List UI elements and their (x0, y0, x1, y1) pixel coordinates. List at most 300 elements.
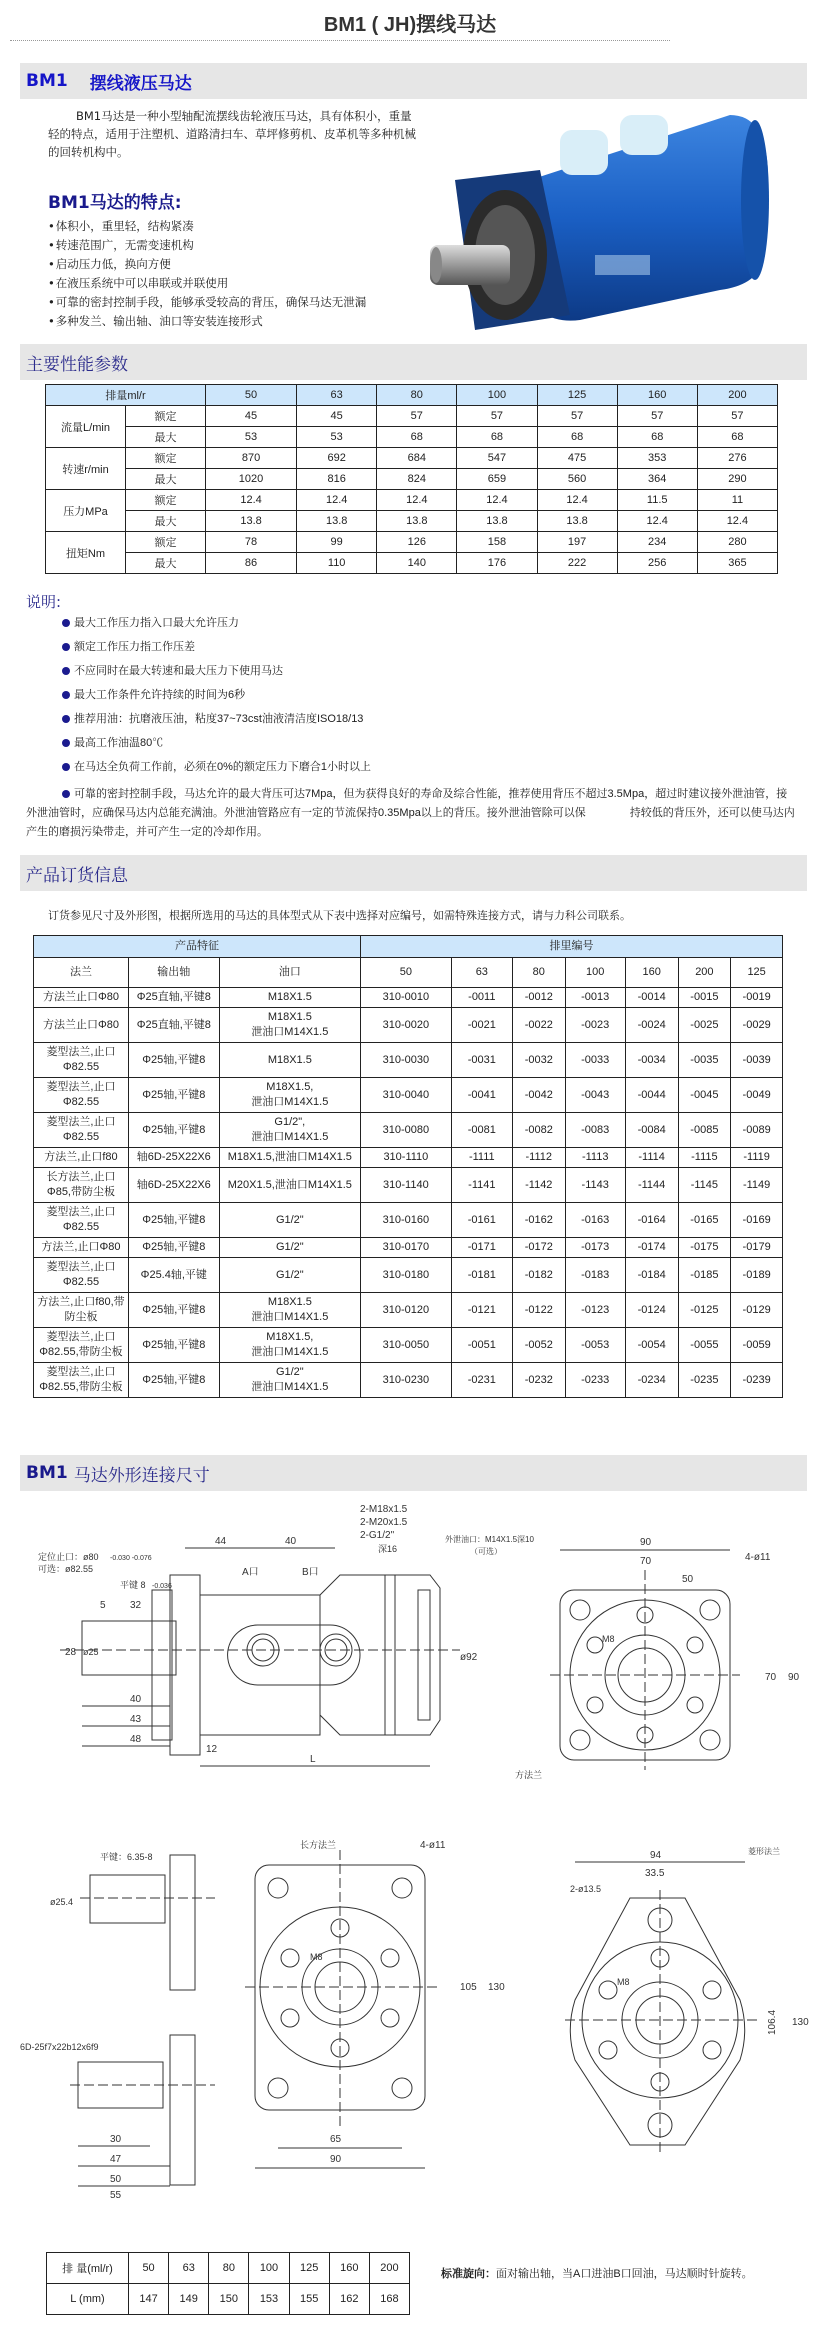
perf-cell: 560 (537, 469, 617, 490)
order-cell: -0169 (731, 1203, 783, 1238)
length-value: 149 (169, 2284, 209, 2315)
order-cell: 菱型法兰,止口 Φ82.55 (34, 1078, 129, 1113)
port-thread-1: 2-M18x1.5 (360, 1504, 408, 1515)
perf-cell: 68 (697, 427, 777, 448)
holes-2-13-5: 2-ø13.5 (570, 1884, 602, 1894)
dim-12: 12 (206, 1744, 218, 1755)
dim-32: 32 (130, 1600, 142, 1611)
order-col-header: 125 (731, 958, 783, 988)
note-text: 最高工作油温80℃ (74, 737, 164, 749)
feature-item: • 可靠的密封控制手段，能够承受较高的背压，确保马达无泄漏 (48, 293, 366, 312)
perf-sub-label: 额定 (126, 532, 206, 553)
order-cell: 菱型法兰,止口 Φ82.55 (34, 1203, 129, 1238)
perf-cell: 12.4 (697, 511, 777, 532)
order-cell: M18X1.5 (219, 1043, 360, 1078)
table-row (34, 1203, 783, 1238)
order-cell: -0011 (451, 988, 512, 1008)
order-cell: -0013 (565, 988, 625, 1008)
table-row (46, 511, 778, 532)
bullet-icon (62, 790, 70, 798)
m8-rect: M8 (310, 1952, 323, 1962)
order-col-header: 输出轴 (128, 958, 219, 988)
perf-cell: 78 (206, 532, 297, 553)
rect-flange-label: 长方法兰 (300, 1840, 337, 1850)
order-cell: Φ25直轴,平键8 (128, 1008, 219, 1043)
dimensions-title: 马达外形连接尺寸 (73, 1465, 210, 1486)
title-divider (10, 40, 670, 41)
order-cell: G1/2" (219, 1258, 360, 1293)
order-cell: M20X1.5,泄油口M14X1.5 (219, 1168, 360, 1203)
order-cell: -0122 (512, 1293, 565, 1328)
perf-cell: 176 (457, 553, 537, 574)
perf-header-label: 排量ml/r (46, 385, 206, 406)
order-cell: -0129 (731, 1293, 783, 1328)
order-cell: 310-0030 (361, 1043, 452, 1078)
note-item (62, 755, 371, 779)
perf-cell: 816 (297, 469, 377, 490)
perf-cell: 547 (457, 448, 537, 469)
order-cell: -0161 (451, 1203, 512, 1238)
perf-cell: 197 (537, 532, 617, 553)
order-cell: G1/2" (219, 1203, 360, 1238)
order-cell: 310-1110 (361, 1148, 452, 1168)
dim-90-top: 90 (640, 1537, 652, 1548)
order-cell: -0165 (678, 1203, 731, 1238)
note-long (26, 785, 796, 842)
dim-5: 5 (100, 1600, 106, 1611)
table-row (34, 1328, 783, 1363)
bullet-icon (62, 643, 70, 651)
perf-cell: 68 (377, 427, 457, 448)
rotation-text: 面对输出轴，当A口进油B口回油，马达顺时针旋转。 (496, 2268, 753, 2280)
order-cell: -0089 (731, 1113, 783, 1148)
bullet-icon (62, 691, 70, 699)
performance-table-body (46, 406, 778, 574)
perf-cell: 57 (457, 406, 537, 427)
order-cell: -0035 (678, 1043, 731, 1078)
order-cell: 方法兰,止口Φ80 (34, 1238, 129, 1258)
length-value: 147 (129, 2284, 169, 2315)
perf-group-label: 压力MPa (46, 490, 126, 532)
order-cell: -0051 (451, 1328, 512, 1363)
perf-col-header: 200 (697, 385, 777, 406)
order-cell: -0043 (565, 1078, 625, 1113)
port-thread-3: 2-G1/2" (360, 1530, 395, 1541)
order-cell: Φ25.4轴,平键 (128, 1258, 219, 1293)
order-cell: -0059 (731, 1328, 783, 1363)
perf-cell: 12.4 (457, 490, 537, 511)
length-col-header: 125 (289, 2253, 329, 2284)
perf-cell: 140 (377, 553, 457, 574)
order-cell: M18X1.5, 泄油口M14X1.5 (219, 1328, 360, 1363)
order-cell: -0182 (512, 1258, 565, 1293)
note-text: 最大工作压力指入口最大允许压力 (74, 617, 239, 629)
order-cell: -0232 (512, 1363, 565, 1398)
order-cell: -0034 (625, 1043, 678, 1078)
dim-70-top: 70 (640, 1556, 652, 1567)
order-cell: G1/2" 泄油口M14X1.5 (219, 1363, 360, 1398)
perf-cell: 13.8 (457, 511, 537, 532)
features-title: BM1马达的特点: (48, 193, 182, 213)
dim-55: 55 (110, 2190, 122, 2201)
pilot-tolerance: -0.030 -0.076 (110, 1555, 152, 1562)
order-cell: -0181 (451, 1258, 512, 1293)
ordering-table (33, 935, 783, 1398)
note-item (62, 683, 371, 707)
perf-col-header: 63 (297, 385, 377, 406)
performance-table (45, 384, 778, 574)
order-cell: Φ25轴,平键8 (128, 1363, 219, 1398)
order-cell: -0234 (625, 1363, 678, 1398)
order-cell: Φ25轴,平键8 (128, 1293, 219, 1328)
order-cell: -0164 (625, 1203, 678, 1238)
order-cell: 菱型法兰,止口 Φ82.55,带防尘板 (34, 1328, 129, 1363)
dim-47: 47 (110, 2154, 122, 2165)
order-cell: Φ25轴,平键8 (128, 1078, 219, 1113)
perf-col-header: 80 (377, 385, 457, 406)
table-row (46, 553, 778, 574)
order-cell: -0173 (565, 1238, 625, 1258)
notes-title: 说明: (26, 593, 62, 611)
feature-item: • 转速范围广，无需变速机构 (48, 236, 366, 255)
ordering-section-bar (20, 855, 807, 891)
order-cell: -1145 (678, 1168, 731, 1203)
table-row (34, 1238, 783, 1258)
order-cell: -0233 (565, 1363, 625, 1398)
port-a-label: A口 (242, 1567, 259, 1578)
order-cell: -0053 (565, 1328, 625, 1363)
order-cell: -0042 (512, 1078, 565, 1113)
perf-cell: 12.4 (297, 490, 377, 511)
perf-cell: 234 (617, 532, 697, 553)
order-cell: 轴6D-25X22X6 (128, 1168, 219, 1203)
order-cell: -0174 (625, 1238, 678, 1258)
table-row (46, 532, 778, 553)
table-row (34, 1168, 783, 1203)
order-cell: -0084 (625, 1113, 678, 1148)
order-cell: Φ25直轴,平键8 (128, 988, 219, 1008)
dimension-drawing (20, 1500, 810, 2200)
port-thread-2: 2-M20x1.5 (360, 1517, 408, 1528)
order-cell: -0085 (678, 1113, 731, 1148)
perf-sub-label: 最大 (126, 511, 206, 532)
perf-cell: 692 (297, 448, 377, 469)
note-item (62, 731, 371, 755)
order-col-header: 80 (512, 958, 565, 988)
group-header-codes: 排里编号 (361, 936, 783, 958)
perf-cell: 13.8 (377, 511, 457, 532)
order-cell: -0025 (678, 1008, 731, 1043)
perf-cell: 365 (697, 553, 777, 574)
perf-cell: 824 (377, 469, 457, 490)
order-cell: -0121 (451, 1293, 512, 1328)
perf-cell: 12.4 (537, 490, 617, 511)
perf-cell: 11.5 (617, 490, 697, 511)
perf-cell: 280 (697, 532, 777, 553)
note-item (62, 611, 371, 635)
note-item (62, 635, 371, 659)
order-cell: -0019 (731, 988, 783, 1008)
perf-sub-label: 最大 (126, 469, 206, 490)
dim-92: ø92 (460, 1652, 478, 1663)
table-row (34, 1078, 783, 1113)
performance-section-bar (20, 344, 807, 380)
dim-43: 43 (130, 1714, 142, 1725)
port-depth: 深16 (378, 1544, 398, 1554)
order-col-header: 50 (361, 958, 452, 988)
dim-94: 94 (650, 1850, 662, 1861)
bullet-icon (62, 763, 70, 771)
feature-item: • 在液压系统中可以串联或并联使用 (48, 274, 366, 293)
order-cell: -1115 (678, 1148, 731, 1168)
dim-106-4: 106.4 (767, 2009, 778, 2035)
order-cell: M18X1.5 (219, 988, 360, 1008)
order-cell: 菱型法兰,止口 Φ82.55 (34, 1258, 129, 1293)
dim-130-rect: 130 (488, 1982, 505, 1993)
perf-cell: 68 (537, 427, 617, 448)
dim-40-bottom: 40 (130, 1694, 142, 1705)
pilot-label: 定位止口：ø80 (38, 1552, 99, 1562)
perf-cell: 86 (206, 553, 297, 574)
dim-44: 44 (215, 1536, 227, 1547)
optional-pilot-label: 可选：ø82.55 (38, 1564, 94, 1574)
perf-cell: 222 (537, 553, 617, 574)
perf-sub-label: 额定 (126, 406, 206, 427)
table-row (47, 2253, 410, 2284)
side-view (38, 1504, 534, 1766)
perf-cell: 110 (297, 553, 377, 574)
note-text: 不应同时在最大转速和最大压力下使用马达 (74, 665, 283, 677)
product-model: BM1 (26, 71, 68, 91)
order-cell: -0044 (625, 1078, 678, 1113)
order-col-header: 法兰 (34, 958, 129, 988)
square-flange-view (515, 1537, 800, 1780)
drain-label: 外泄油口：M14X1.5深10 (445, 1535, 534, 1544)
dimensions-section-bar (20, 1455, 807, 1491)
holes-4-11-rect: 4-ø11 (420, 1840, 446, 1851)
dim-L: L (310, 1754, 316, 1765)
table-row (46, 469, 778, 490)
product-intro: BM1马达是一种小型轴配流摆线齿轮液压马达，具有体积小，重量轻的特点，适用于注塑机、道路清扫车、草坪修剪机、皮革机等多种机械的回转机构中。 (48, 109, 416, 159)
order-cell: M18X1.5,泄油口M14X1.5 (219, 1148, 360, 1168)
order-cell: -0185 (678, 1258, 731, 1293)
key-tolerance: -0.036 (152, 1583, 172, 1590)
order-col-header: 油口 (219, 958, 360, 988)
product-header-bar (20, 63, 807, 99)
perf-cell: 659 (457, 469, 537, 490)
order-cell: -1144 (625, 1168, 678, 1203)
rotation-note (441, 2264, 771, 2284)
spline-label: 6D-25f7x22b12x6f9 (20, 2042, 99, 2052)
order-cell: -1142 (512, 1168, 565, 1203)
order-cell: -0231 (451, 1363, 512, 1398)
order-cell: 310-0180 (361, 1258, 452, 1293)
length-value: 168 (369, 2284, 409, 2315)
perf-cell: 13.8 (297, 511, 377, 532)
hydraulic-motor-photo-icon (430, 105, 820, 337)
order-cell: 菱型法兰,止口 Φ82.55 (34, 1113, 129, 1148)
order-cell: Φ25轴,平键8 (128, 1328, 219, 1363)
perf-cell: 45 (297, 406, 377, 427)
order-cell: -1141 (451, 1168, 512, 1203)
dim-90-bottom: 90 (330, 2154, 342, 2165)
table-header-row (46, 385, 778, 406)
order-cell: -0039 (731, 1043, 783, 1078)
shaft-diameter: ø25 (83, 1647, 99, 1657)
note-text: 在马达全负荷工作前，必须在0%的额定压力下磨合1小时以上 (74, 761, 372, 773)
dim-28: 28 (65, 1647, 77, 1658)
dim-130-diamond: 130 (792, 2017, 809, 2028)
perf-cell: 12.4 (617, 511, 697, 532)
order-cell: -0083 (565, 1113, 625, 1148)
perf-group-label: 转速r/min (46, 448, 126, 490)
order-cell: 310-1140 (361, 1168, 452, 1203)
table-row (34, 1113, 783, 1148)
order-cell: 310-0050 (361, 1328, 452, 1363)
product-name: 摆线液压马达 (89, 73, 192, 94)
port-b-label: B口 (302, 1567, 319, 1578)
order-cell: -0172 (512, 1238, 565, 1258)
bullet-icon (62, 739, 70, 747)
length-table (46, 2252, 410, 2315)
order-cell: -0175 (678, 1238, 731, 1258)
length-col-header: 100 (249, 2253, 289, 2284)
order-cell: 方法兰止口Φ80 (34, 1008, 129, 1043)
table-row (34, 1148, 783, 1168)
dim-50-shaft: 50 (110, 2174, 122, 2185)
perf-cell: 53 (206, 427, 297, 448)
feature-item: • 体积小，重里轻，结构紧凑 (48, 217, 366, 236)
perf-cell: 68 (617, 427, 697, 448)
perf-cell: 870 (206, 448, 297, 469)
group-header-features: 产品特征 (34, 936, 361, 958)
perf-sub-label: 额定 (126, 490, 206, 511)
bullet-icon (62, 667, 70, 675)
length-value: 155 (289, 2284, 329, 2315)
performance-title: 主要性能参数 (26, 354, 128, 375)
order-cell: G1/2", 泄油口M14X1.5 (219, 1113, 360, 1148)
order-cell: 菱型法兰,止口 Φ82.55,带防尘板 (34, 1363, 129, 1398)
order-cell: -0015 (678, 988, 731, 1008)
order-cell: 轴6D-25X22X6 (128, 1148, 219, 1168)
length-col-header: 80 (209, 2253, 249, 2284)
table-row (47, 2284, 410, 2315)
order-col-header: 63 (451, 958, 512, 988)
perf-sub-label: 最大 (126, 553, 206, 574)
perf-cell: 57 (697, 406, 777, 427)
dim-30: 30 (110, 2134, 122, 2145)
diamond-flange-label: 菱形法兰 (748, 1847, 780, 1856)
dim-33-5: 33.5 (645, 1868, 665, 1879)
order-cell: -0235 (678, 1363, 731, 1398)
note-text: 推荐用油：抗磨液压油，粘度37~73cst油液清洁度ISO18/13 (74, 713, 364, 725)
order-cell: -0052 (512, 1328, 565, 1363)
table-header-row (34, 958, 783, 988)
perf-cell: 57 (617, 406, 697, 427)
order-cell: -0183 (565, 1258, 625, 1293)
order-cell: -0189 (731, 1258, 783, 1293)
order-cell: -1149 (731, 1168, 783, 1203)
dimensions-model: BM1 (26, 1463, 68, 1483)
table-row (46, 427, 778, 448)
order-cell: -0054 (625, 1328, 678, 1363)
order-cell: -0123 (565, 1293, 625, 1328)
order-cell: -1112 (512, 1148, 565, 1168)
order-cell: -1114 (625, 1148, 678, 1168)
perf-cell: 13.8 (537, 511, 617, 532)
dim-105: 105 (460, 1982, 477, 1993)
order-cell: -0021 (451, 1008, 512, 1043)
dim-90-side: 90 (788, 1672, 800, 1683)
perf-cell: 256 (617, 553, 697, 574)
dim-40-top: 40 (285, 1536, 297, 1547)
order-cell: -1143 (565, 1168, 625, 1203)
square-flange-label: 方法兰 (515, 1770, 543, 1780)
perf-cell: 57 (377, 406, 457, 427)
order-cell: -0082 (512, 1113, 565, 1148)
perf-cell: 53 (297, 427, 377, 448)
order-cell: -0055 (678, 1328, 731, 1363)
table-row (34, 1363, 783, 1398)
order-cell: -0179 (731, 1238, 783, 1258)
order-cell: 310-0170 (361, 1238, 452, 1258)
note-long-text: 可靠的密封控制手段，马达允许的最大背压可达7Mpa，但为获得良好的寿命及综合性能，推荐使用背压不超过3.5Mpa，超过时建议接外泄油管，接外泄油管时，应确保马达内总能充满油。外泄油管路应有一定的节流保持0.35Mpa以上的背压。接外泄油管除可以保 持较低的背压外，还可以使马达内产生的磨损污染带走，并可产生一定的冷却作用。 (26, 788, 795, 838)
order-cell: 310-0160 (361, 1203, 452, 1238)
ordering-intro: 订货参见尺寸及外形图，根据所选用的马达的具体型式从下表中选择对应编号，如需特殊连接方式，请与力科公司联系。 (48, 910, 631, 922)
ordering-table-body (34, 988, 783, 1398)
order-cell: -0012 (512, 988, 565, 1008)
order-cell: 310-0020 (361, 1008, 452, 1043)
order-cell: 310-0040 (361, 1078, 452, 1113)
order-cell: -0014 (625, 988, 678, 1008)
table-row (46, 448, 778, 469)
length-col-header: 200 (369, 2253, 409, 2284)
perf-cell: 290 (697, 469, 777, 490)
order-cell: 长方法兰,止口 Φ85,带防尘板 (34, 1168, 129, 1203)
perf-cell: 12.4 (377, 490, 457, 511)
order-cell: 菱型法兰,止口 Φ82.55 (34, 1043, 129, 1078)
perf-cell: 13.8 (206, 511, 297, 532)
order-cell: -0184 (625, 1258, 678, 1293)
table-row (34, 1043, 783, 1078)
length-header-label: 排 量(ml/r) (47, 2253, 129, 2284)
order-cell: G1/2" (219, 1238, 360, 1258)
perf-cell: 1020 (206, 469, 297, 490)
perf-cell: 45 (206, 406, 297, 427)
m8-diamond: M8 (617, 1977, 630, 1987)
order-cell: -0022 (512, 1008, 565, 1043)
order-cell: -0032 (512, 1043, 565, 1078)
table-group-header-row (34, 936, 783, 958)
table-row (46, 406, 778, 427)
order-cell: -0023 (565, 1008, 625, 1043)
perf-col-header: 160 (617, 385, 697, 406)
length-col-header: 160 (329, 2253, 369, 2284)
perf-sub-label: 额定 (126, 448, 206, 469)
order-cell: -0124 (625, 1293, 678, 1328)
order-cell: -0045 (678, 1078, 731, 1113)
feature-item: • 启动压力低，换向方便 (48, 255, 366, 274)
length-col-header: 50 (129, 2253, 169, 2284)
order-cell: 310-0120 (361, 1293, 452, 1328)
shaft2-diameter: ø25.4 (50, 1897, 74, 1907)
order-cell: 方法兰止口Φ80 (34, 988, 129, 1008)
order-cell: 方法兰,止口f80 (34, 1148, 129, 1168)
perf-cell: 158 (457, 532, 537, 553)
perf-cell: 475 (537, 448, 617, 469)
features-list (48, 217, 366, 331)
order-cell: -1119 (731, 1148, 783, 1168)
